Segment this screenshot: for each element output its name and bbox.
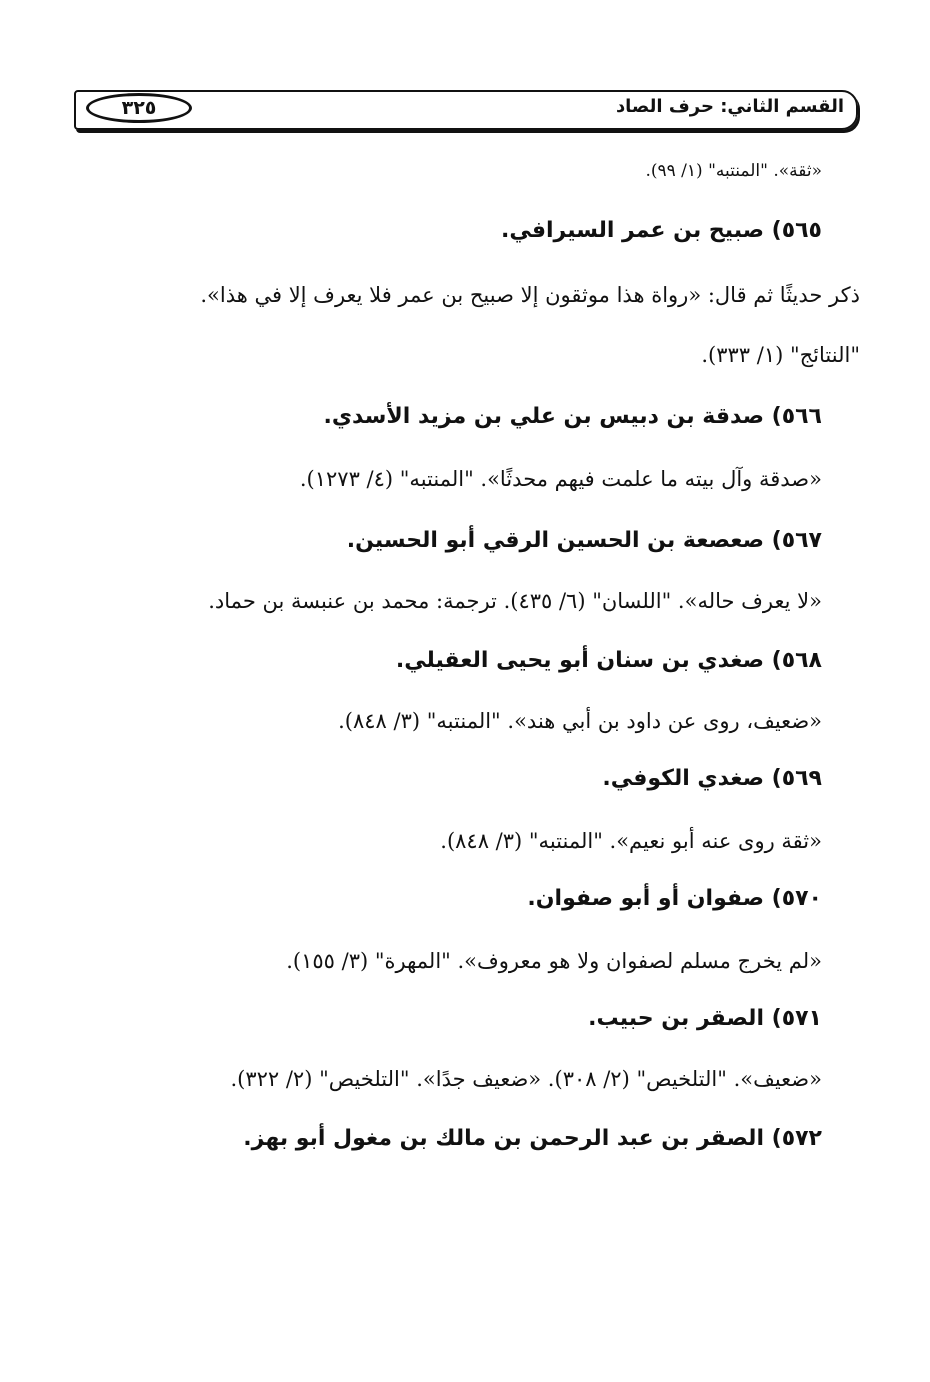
entry-heading-572: ٥٧٢) الصقر بن عبد الرحمن بن مالك بن مغول أبو بهز.: [243, 1126, 822, 1151]
body-line: «صدقة وآل بيته ما علمت فيهم محدثًا». "المنتبه" (٤/ ١٢٧٣).: [299, 467, 822, 491]
entry-heading-569: ٥٦٩) صغدي الكوفي.: [602, 766, 822, 791]
entry-heading-565: ٥٦٥) صبيح بن عمر السيرافي.: [500, 218, 822, 243]
body-line: «لا يعرف حاله». "اللسان" (٦/ ٤٣٥). ترجمة: محمد بن عنبسة بن حماد.: [208, 589, 822, 613]
body-line: ذكر حديثًا ثم قال: «رواة هذا موثقون إلا صبيح بن عمر فلا يعرف إلا في هذا».: [200, 283, 860, 307]
citation-line: "النتائج" (١/ ٣٣٣).: [701, 343, 860, 367]
entry-heading-571: ٥٧١) الصقر بن حبيب.: [588, 1006, 822, 1031]
section-title: القسم الثاني: حرف الصاد: [615, 96, 844, 117]
citation-line: «ثقة». "المنتبه" (١/ ٩٩).: [645, 161, 822, 181]
entry-heading-567: ٥٦٧) صعصعة بن الحسين الرقي أبو الحسين.: [346, 528, 822, 553]
body-line: «ضعيف، روى عن داود بن أبي هند». "المنتبه" (٣/ ٨٤٨).: [338, 709, 822, 733]
running-header: [74, 90, 858, 130]
entry-heading-568: ٥٦٨) صغدي بن سنان أبو يحيى العقيلي.: [395, 648, 822, 673]
body-line: «ضعيف». "التلخيص" (٢/ ٣٠٨). «ضعيف جدًا». "التلخيص" (٢/ ٣٢٢).: [230, 1067, 822, 1091]
entry-heading-570: ٥٧٠) صفوان أو أبو صفوان.: [527, 886, 822, 911]
body-line: «لم يخرج مسلم لصفوان ولا هو معروف». "المهرة" (٣/ ١٥٥).: [286, 949, 822, 973]
body-line: «ثقة روى عنه أبو نعيم». "المنتبه" (٣/ ٨٤٨).: [440, 829, 822, 853]
entry-heading-566: ٥٦٦) صدقة بن دبيس بن علي بن مزيد الأسدي.: [323, 404, 822, 429]
page-number: ٣٢٥: [86, 93, 192, 123]
